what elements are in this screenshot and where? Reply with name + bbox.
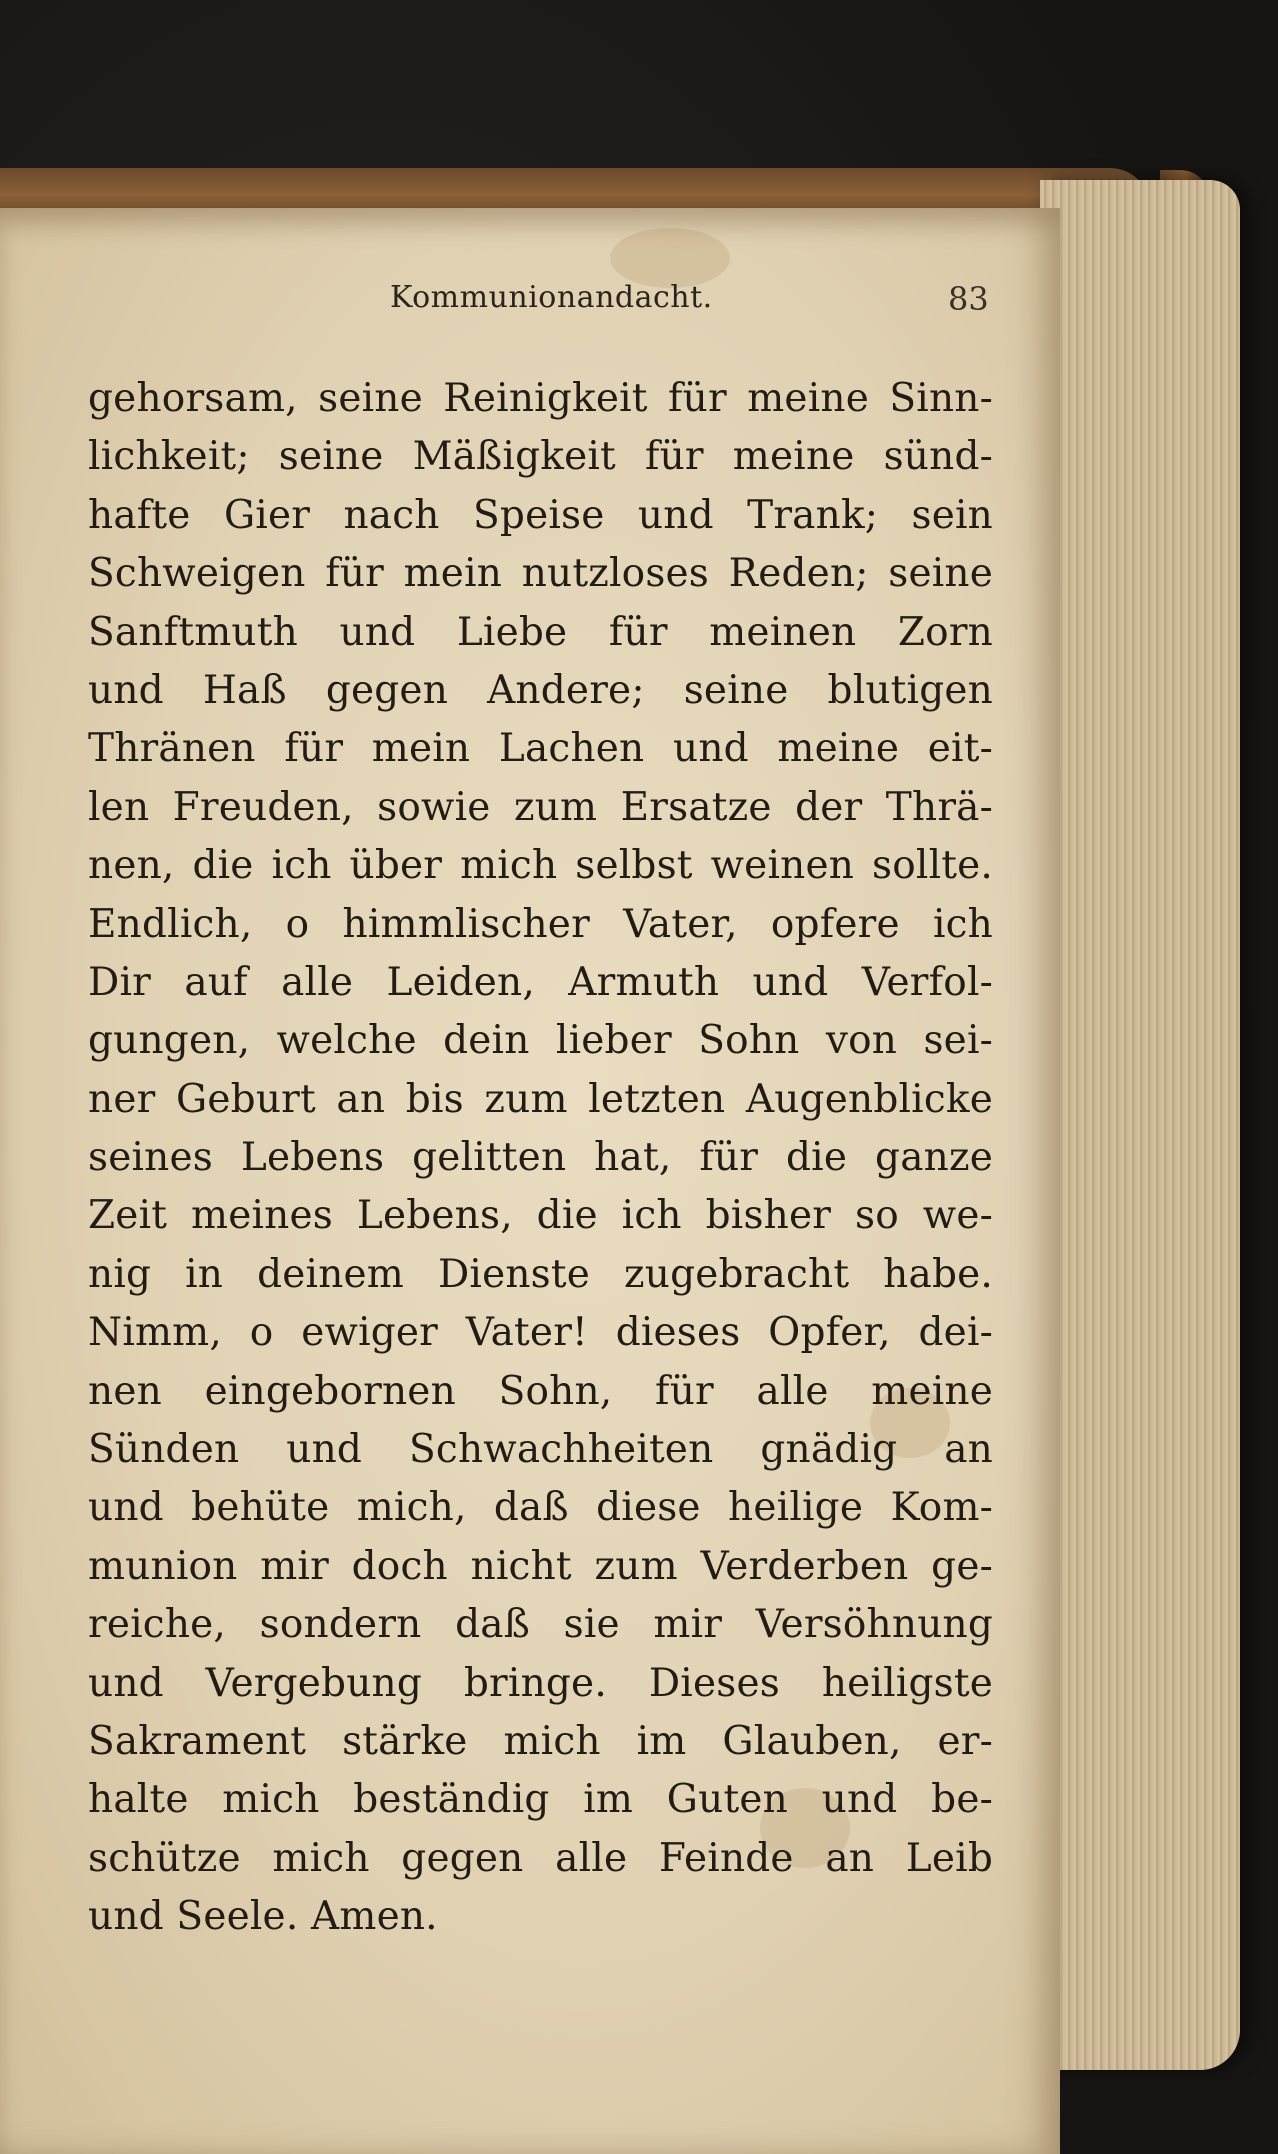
paper-stain [610,228,730,288]
text-line: Schweigen für mein nutzloses Reden; seine [88,551,993,597]
text-line: Nimm, o ewiger Vater! dieses Opfer, dei- [88,1310,993,1356]
text-line: Sanftmuth und Liebe für meinen Zorn [88,609,993,655]
text-line: halte mich beständig im Guten und be- [88,1777,993,1823]
book-page [0,208,1060,2154]
text-line: Endlich, o himmlischer Vater, opfere ich [88,901,993,947]
text-line: Zeit meines Lebens, die ich bisher so we- [88,1193,993,1239]
text-line: und behüte mich, daß diese heilige Kom- [88,1485,993,1531]
text-line: schütze mich gegen alle Feinde an Leib [88,1835,993,1881]
text-line: lichkeit; seine Mäßigkeit für meine sünd- [88,434,993,480]
text-line: hafte Gier nach Speise und Trank; sein [88,492,993,538]
text-line: reiche, sondern daß sie mir Versöhnung [88,1602,993,1648]
text-line: Dir auf alle Leiden, Armuth und Verfol- [88,959,993,1005]
text-line: munion mir doch nicht zum Verderben ge- [88,1543,993,1589]
running-head [0,280,1060,326]
text-line: und Haß gegen Andere; seine blutigen [88,667,993,713]
text-line: ner Geburt an bis zum letzten Augenblicke [88,1076,993,1122]
text-line-last: und Seele. Amen. [88,1894,438,1940]
page-block-edge [1040,180,1240,2070]
text-line: Sakrament stärke mich im Glauben, er- [88,1718,993,1764]
text-line: gungen, welche dein lieber Sohn von sei- [88,1018,993,1064]
page-number: 83 [948,280,989,318]
text-line: nen eingebornen Sohn, für alle meine [88,1368,993,1414]
text-line: seines Lebens gelitten hat, für die ganze [88,1135,993,1181]
body-text [88,370,993,1947]
text-line: len Freuden, sowie zum Ersatze der Thrä- [88,784,993,830]
text-line: nen, die ich über mich selbst weinen sollte. [88,843,993,889]
text-line: nig in deinem Dienste zugebracht habe. [88,1251,993,1297]
text-line: Thränen für mein Lachen und meine eit- [88,726,993,772]
running-title: Kommunionandacht. [390,280,713,315]
text-line: Sünden und Schwachheiten gnädig an [88,1427,993,1473]
text-line: gehorsam, seine Reinigkeit für meine Sinn- [88,376,993,421]
text-line: und Vergebung bringe. Dieses heiligste [88,1660,993,1706]
